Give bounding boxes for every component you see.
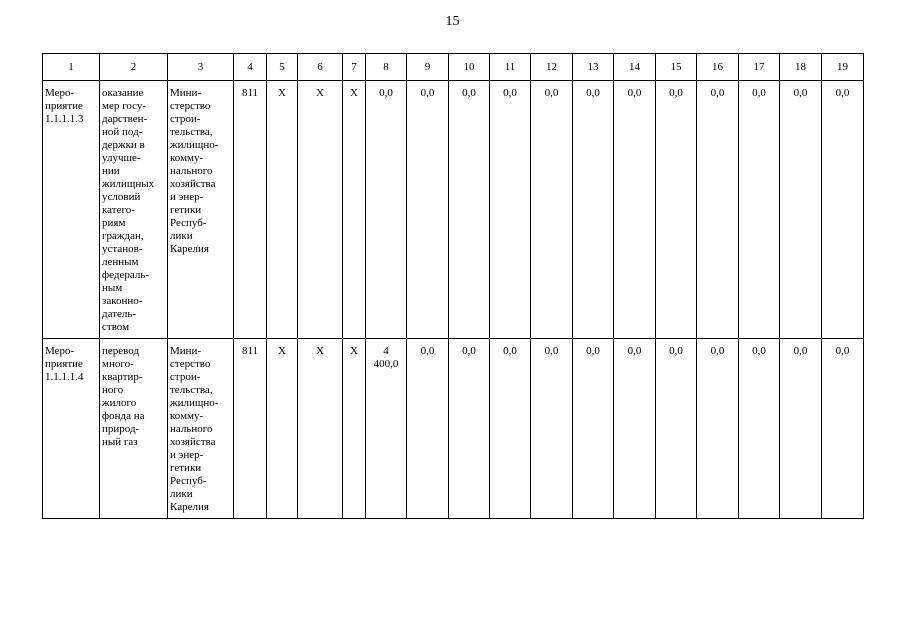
table-cell-col-15: 0,0 xyxy=(656,81,697,339)
table-body xyxy=(43,81,864,519)
column-header-16: 16 xyxy=(697,54,739,81)
column-header-3: 3 xyxy=(168,54,234,81)
column-header-8: 8 xyxy=(366,54,407,81)
table-cell-col-18: 0,0 xyxy=(780,339,822,519)
page-number: 15 xyxy=(445,14,460,29)
table-cell-col-2: оказание мер госу- дарствен- ной под- держки в улучше- нии жилищных условий катего- риям граждан, установ- ленным федераль- ным законно- датель- ством xyxy=(100,81,168,339)
table-cell-col-11: 0,0 xyxy=(490,81,531,339)
table-cell-col-17: 0,0 xyxy=(739,339,780,519)
table-cell-col-11: 0,0 xyxy=(490,339,531,519)
budget-table xyxy=(42,53,864,519)
table-cell-col-10: 0,0 xyxy=(449,81,490,339)
table-cell-col-3: Мини- стерство строи- тельства, жилищно- комму- нального хозяйства и энер- гетики Респуб- лики Карелия xyxy=(168,339,234,519)
table-cell-col-15: 0,0 xyxy=(656,339,697,519)
table-cell-col-9: 0,0 xyxy=(407,81,449,339)
column-header-11: 11 xyxy=(490,54,531,81)
column-header-14: 14 xyxy=(614,54,656,81)
table-cell-col-1: Меро- приятие 1.1.1.1.3 xyxy=(43,81,100,339)
table-cell-col-18: 0,0 xyxy=(780,81,822,339)
table-cell-col-19: 0,0 xyxy=(822,81,864,339)
table-cell-col-1: Меро- приятие 1.1.1.1.4 xyxy=(43,339,100,519)
table-cell-col-19: 0,0 xyxy=(822,339,864,519)
table-cell-col-5: X xyxy=(267,81,298,339)
table-cell-col-3: Мини- стерство строи- тельства, жилищно- комму- нального хозяйства и энер- гетики Респуб- лики Карелия xyxy=(168,81,234,339)
column-header-6: 6 xyxy=(298,54,343,81)
table-cell-col-16: 0,0 xyxy=(697,81,739,339)
table-cell-col-14: 0,0 xyxy=(614,81,656,339)
table-cell-col-8: 0,0 xyxy=(366,81,407,339)
table-cell-col-4: 811 xyxy=(234,81,267,339)
column-header-13: 13 xyxy=(573,54,614,81)
column-header-17: 17 xyxy=(739,54,780,81)
column-header-7: 7 xyxy=(343,54,366,81)
header-row xyxy=(43,54,864,81)
column-header-12: 12 xyxy=(531,54,573,81)
table-cell-col-10: 0,0 xyxy=(449,339,490,519)
table-cell-col-5: X xyxy=(267,339,298,519)
table-cell-col-13: 0,0 xyxy=(573,81,614,339)
table-cell-col-12: 0,0 xyxy=(531,81,573,339)
table-cell-col-13: 0,0 xyxy=(573,339,614,519)
table-row xyxy=(43,339,864,519)
table-cell-col-9: 0,0 xyxy=(407,339,449,519)
table-cell-col-17: 0,0 xyxy=(739,81,780,339)
table-cell-col-14: 0,0 xyxy=(614,339,656,519)
column-header-4: 4 xyxy=(234,54,267,81)
table-cell-col-16: 0,0 xyxy=(697,339,739,519)
table-cell-col-4: 811 xyxy=(234,339,267,519)
column-header-10: 10 xyxy=(449,54,490,81)
table-cell-col-6: X xyxy=(298,81,343,339)
table-cell-col-2: перевод много- квартир- ного жилого фонда на природ- ный газ xyxy=(100,339,168,519)
column-header-5: 5 xyxy=(267,54,298,81)
column-header-2: 2 xyxy=(100,54,168,81)
table-cell-col-12: 0,0 xyxy=(531,339,573,519)
column-header-18: 18 xyxy=(780,54,822,81)
table-row xyxy=(43,81,864,339)
column-header-9: 9 xyxy=(407,54,449,81)
column-header-1: 1 xyxy=(43,54,100,81)
table-cell-col-7: X xyxy=(343,339,366,519)
table-cell-col-8: 4 400,0 xyxy=(366,339,407,519)
table-cell-col-7: X xyxy=(343,81,366,339)
table-cell-col-6: X xyxy=(298,339,343,519)
column-header-19: 19 xyxy=(822,54,864,81)
column-header-15: 15 xyxy=(656,54,697,81)
